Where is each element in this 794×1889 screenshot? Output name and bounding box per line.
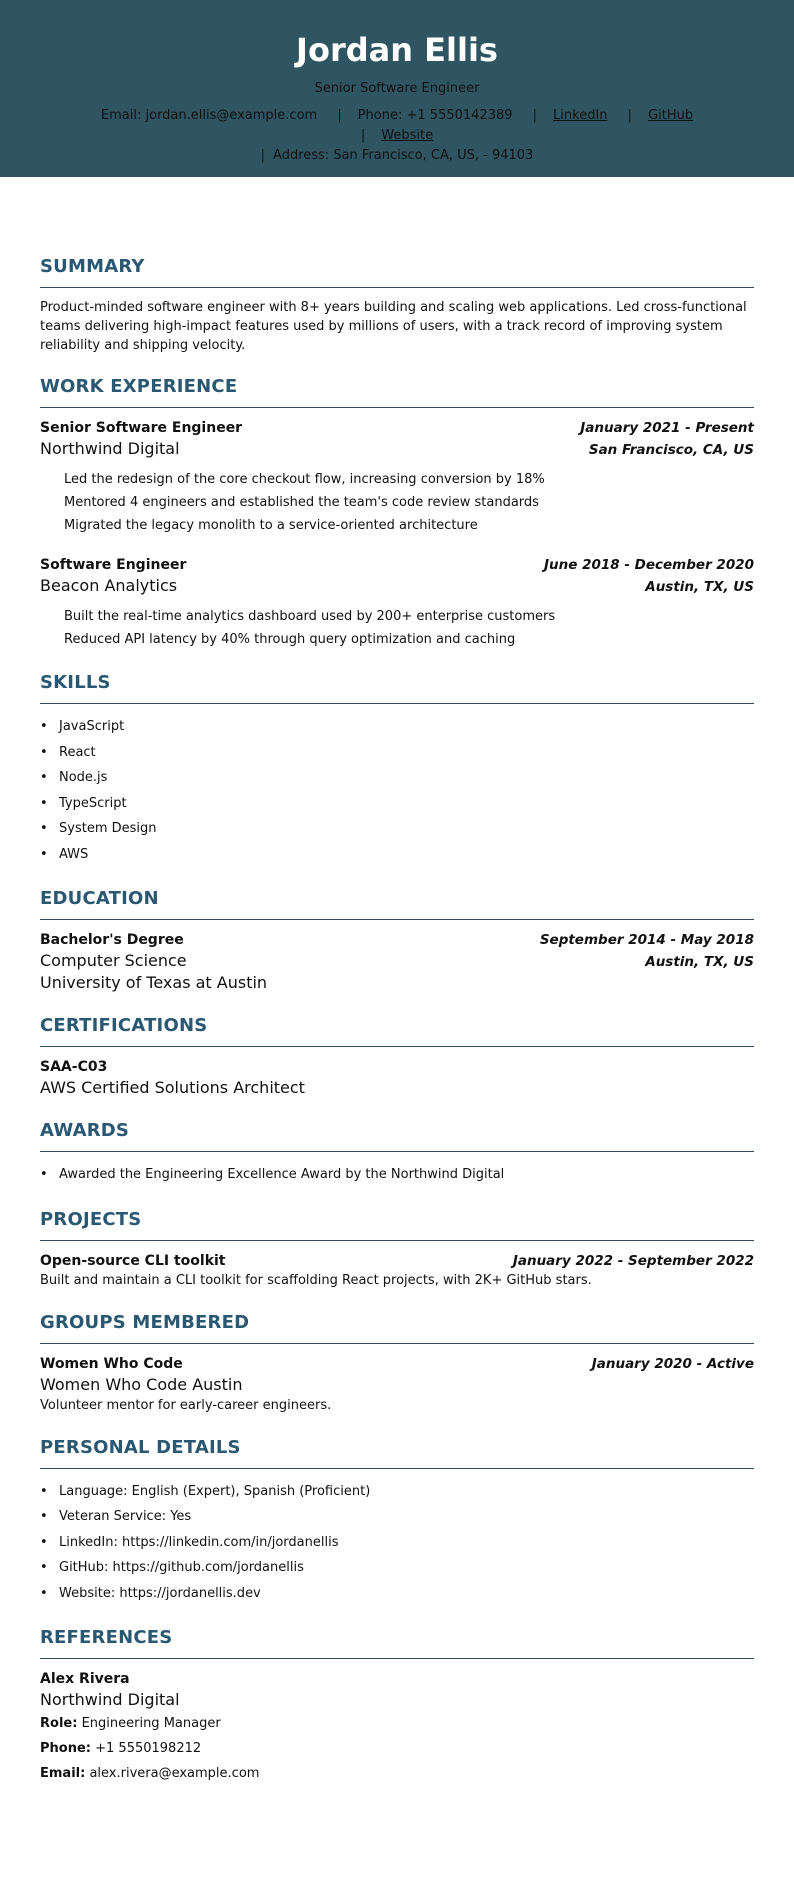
reference-role bbox=[40, 1711, 754, 1736]
section-heading: AWARDS bbox=[40, 1119, 754, 1152]
separator: | bbox=[532, 108, 538, 123]
project-description: Built and maintain a CLI toolkit for scaffolding React projects, with 2K+ GitHub stars. bbox=[40, 1272, 592, 1288]
resume-body bbox=[0, 177, 794, 1786]
job-bullets bbox=[40, 605, 754, 651]
personal-item: • Veteran Service: Yes bbox=[40, 1504, 754, 1530]
separator: | bbox=[627, 108, 633, 123]
skill-item: • Node.js bbox=[40, 765, 754, 791]
candidate-name: Jordan Ellis bbox=[296, 31, 498, 69]
contact-email: Email: jordan.ellis@example.com bbox=[100, 108, 318, 123]
job-title: Software Engineer bbox=[40, 557, 187, 573]
job-entry bbox=[40, 418, 754, 537]
job-location: Austin, TX, US bbox=[645, 579, 754, 595]
contact-line bbox=[0, 106, 794, 166]
school-name: University of Texas at Austin bbox=[40, 973, 268, 992]
project-name: Open-source CLI toolkit bbox=[40, 1252, 226, 1269]
email-label: Email: bbox=[40, 1766, 86, 1781]
phone-value: +1 5550198212 bbox=[95, 1741, 202, 1756]
job-title: Senior Software Engineer bbox=[40, 420, 243, 436]
education-location: Austin, TX, US bbox=[645, 954, 754, 970]
section-heading: GROUPS MEMBERED bbox=[40, 1311, 754, 1344]
section-heading: WORK EXPERIENCE bbox=[40, 375, 754, 408]
skill-item: • React bbox=[40, 740, 754, 766]
job-bullets bbox=[40, 468, 754, 537]
contact-phone: Phone: +1 5550142389 bbox=[357, 108, 513, 123]
personal-list bbox=[40, 1479, 754, 1607]
section-heading: SUMMARY bbox=[40, 255, 754, 288]
section-heading: SKILLS bbox=[40, 671, 754, 704]
job-dates: January 2021 - Present bbox=[580, 420, 754, 436]
job-entry bbox=[40, 555, 754, 651]
personal-item: • Language: English (Expert), Spanish (Proficient) bbox=[40, 1479, 754, 1505]
cert-name: AWS Certified Solutions Architect bbox=[40, 1078, 305, 1097]
job-dates: June 2018 - December 2020 bbox=[543, 557, 754, 573]
job-company: Northwind Digital bbox=[40, 439, 180, 458]
email-value: alex.rivera@example.com bbox=[89, 1766, 260, 1781]
skill-item: • System Design bbox=[40, 816, 754, 842]
experience-section bbox=[40, 375, 754, 651]
education-section bbox=[40, 887, 754, 994]
awards-section bbox=[40, 1119, 754, 1188]
group-org: Women Who Code Austin bbox=[40, 1374, 243, 1394]
separator: | bbox=[360, 128, 366, 143]
separator: | bbox=[337, 108, 342, 123]
personal-item: • GitHub: https://github.com/jordanellis bbox=[40, 1555, 754, 1581]
job-location: San Francisco, CA, US bbox=[588, 442, 754, 458]
website-link[interactable]: Website bbox=[381, 128, 434, 143]
section-heading: PERSONAL DETAILS bbox=[40, 1436, 754, 1469]
personal-item: • Website: https://jordanellis.dev bbox=[40, 1581, 754, 1607]
award-item: • Awarded the Engineering Excellence Award by the Northwind Digital bbox=[40, 1162, 754, 1188]
skill-item: • JavaScript bbox=[40, 714, 754, 740]
groups-section bbox=[40, 1311, 754, 1416]
skills-list bbox=[40, 714, 754, 867]
list-item: Led the redesign of the core checkout flow, increasing conversion by 18% bbox=[64, 472, 545, 487]
role-value: Engineering Manager bbox=[81, 1716, 221, 1731]
skill-item: • AWS bbox=[40, 842, 754, 868]
section-heading: EDUCATION bbox=[40, 887, 754, 920]
linkedin-link[interactable]: LinkedIn bbox=[553, 108, 608, 123]
list-item: Built the real-time analytics dashboard used by 200+ enterprise customers bbox=[64, 609, 556, 624]
field-of-study: Computer Science bbox=[40, 951, 187, 970]
github-link[interactable]: GitHub bbox=[648, 108, 694, 123]
candidate-title: Senior Software Engineer bbox=[314, 81, 480, 96]
role-label: Role: bbox=[40, 1716, 78, 1731]
reference-email bbox=[40, 1761, 754, 1786]
list-item: Migrated the legacy monolith to a service-oriented architecture bbox=[64, 518, 478, 533]
reference-name: Alex Rivera bbox=[40, 1671, 130, 1687]
personal-section bbox=[40, 1436, 754, 1607]
personal-item: • LinkedIn: https://linkedin.com/in/jordanellis bbox=[40, 1530, 754, 1556]
reference-company: Northwind Digital bbox=[40, 1690, 180, 1709]
degree: Bachelor's Degree bbox=[40, 932, 184, 948]
section-heading: REFERENCES bbox=[40, 1626, 754, 1659]
cert-code: SAA-C03 bbox=[40, 1059, 108, 1075]
project-dates: January 2022 - September 2022 bbox=[512, 1252, 754, 1269]
education-dates: September 2014 - May 2018 bbox=[539, 932, 754, 948]
awards-list bbox=[40, 1162, 754, 1188]
certifications-section bbox=[40, 1014, 754, 1099]
summary-text: Product-minded software engineer with 8+ years building and scaling web applications. Led cross-functional teams delivering high-impact features used by millions of users, with a track record of improving system reliability and shipping velocity. bbox=[40, 300, 747, 353]
section-heading: PROJECTS bbox=[40, 1208, 754, 1241]
list-item: Reduced API latency by 40% through query optimization and caching bbox=[64, 632, 516, 647]
list-item: Mentored 4 engineers and established the team's code review standards bbox=[64, 495, 539, 510]
group-name: Women Who Code bbox=[40, 1355, 183, 1372]
summary-section bbox=[40, 255, 754, 355]
separator: | bbox=[260, 148, 266, 163]
section-heading: CERTIFICATIONS bbox=[40, 1014, 754, 1047]
job-company: Beacon Analytics bbox=[40, 576, 178, 595]
skill-item: • TypeScript bbox=[40, 791, 754, 817]
group-description: Volunteer mentor for early-career engineers. bbox=[40, 1397, 332, 1413]
projects-section bbox=[40, 1208, 754, 1291]
skills-section bbox=[40, 671, 754, 867]
reference-phone bbox=[40, 1736, 754, 1761]
phone-label: Phone: bbox=[40, 1741, 91, 1756]
references-section bbox=[40, 1626, 754, 1786]
contact-address: Address: San Francisco, CA, US, - 94103 bbox=[273, 148, 534, 163]
resume-header bbox=[0, 0, 794, 177]
group-dates: January 2020 - Active bbox=[591, 1355, 754, 1372]
